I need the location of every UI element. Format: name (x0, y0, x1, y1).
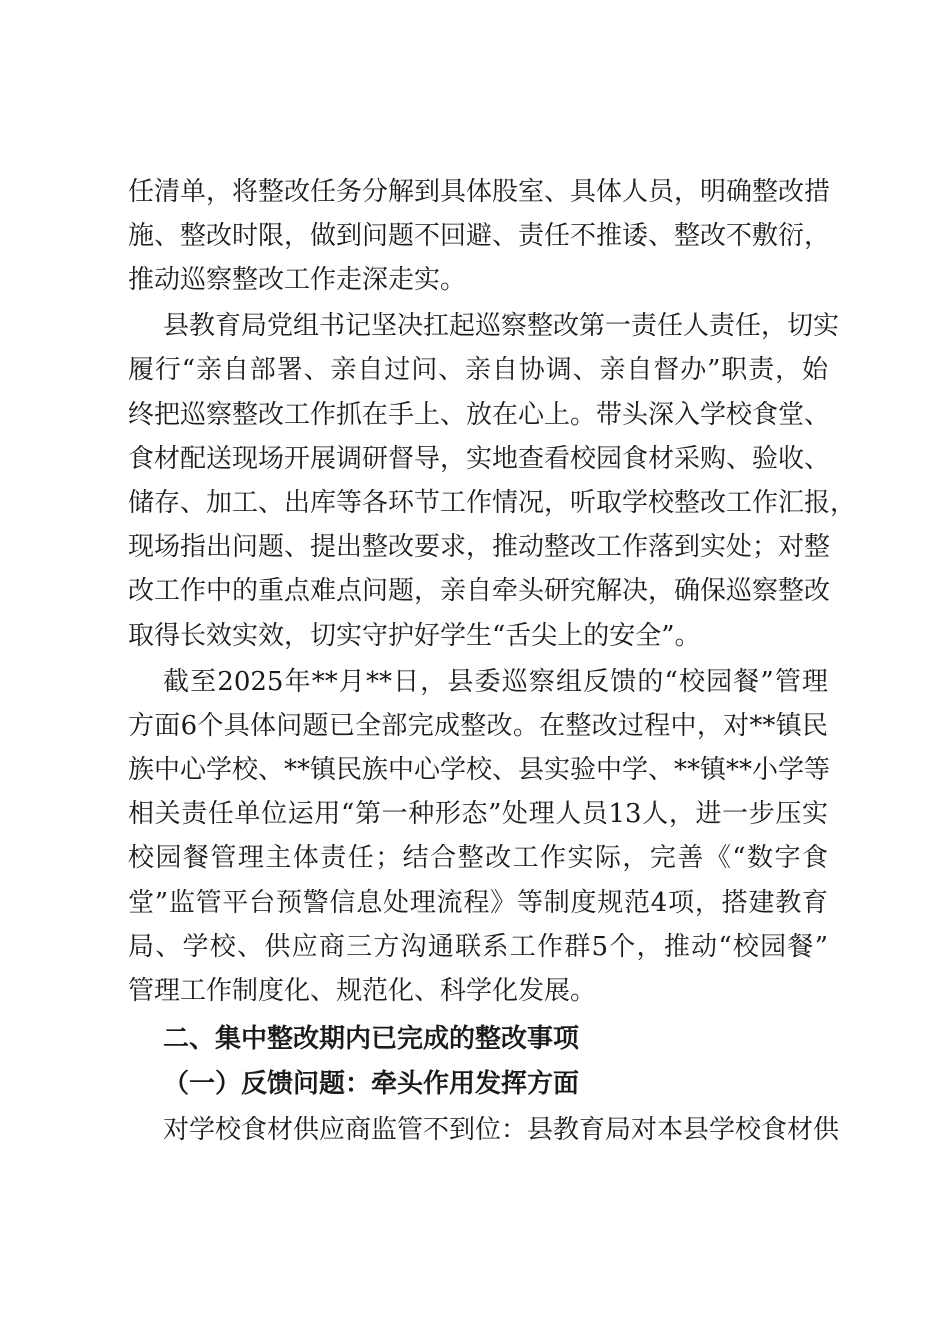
paragraph-3-line-7: 局、学校、供应商三方沟通联系工作群5个，推动“校园餐” (128, 932, 828, 962)
paragraph-3-line-5: 校园餐管理主体责任；结合整改工作实际，完善《“数字食 (128, 843, 828, 873)
paragraph-1-line-3: 推动巡察整改工作走深走实。 (128, 265, 467, 295)
section-heading: 二、集中整改期内已完成的整改事项 (163, 1024, 580, 1054)
paragraph-2-line-3: 终把巡察整改工作抓在手上、放在心上。带头深入学校食堂、 (128, 400, 831, 430)
paragraph-2-line-4: 食材配送现场开展调研督导，实地查看校园食材采购、验收、 (128, 444, 831, 474)
paragraph-3-line-1: 截至2025年**月**日，县委巡察组反馈的“校园餐”管理 (163, 667, 828, 697)
paragraph-2-line-7: 改工作中的重点难点问题，亲自牵头研究解决，确保巡察整改 (128, 576, 831, 606)
paragraph-4-line-1: 对学校食材供应商监管不到位：县教育局对本县学校食材供 (163, 1115, 840, 1145)
paragraph-1-line-1: 任清单，将整改任务分解到具体股室、具体人员，明确整改措 (128, 177, 831, 207)
paragraph-3-line-6: 堂”监管平台预警信息处理流程》等制度规范4项，搭建教育 (128, 888, 828, 918)
paragraph-2-line-2: 履行“亲自部署、亲自过问、亲自协调、亲自督办”职责，始 (128, 355, 828, 385)
paragraph-3-line-3: 族中心学校、**镇民族中心学校、县实验中学、**镇**小学等 (128, 755, 831, 785)
paragraph-2-line-8: 取得长效实效，切实守护好学生“舌尖上的安全”。 (128, 621, 701, 651)
paragraph-3-line-2: 方面6个具体问题已全部完成整改。在整改过程中，对**镇民 (128, 711, 828, 741)
paragraph-1-line-2: 施、整改时限，做到问题不回避、责任不推诿、整改不敷衍， (128, 221, 831, 251)
paragraph-2-line-1: 县教育局党组书记坚决扛起巡察整改第一责任人责任，切实 (163, 311, 840, 341)
paragraph-2-line-5: 储存、加工、出库等各环节工作情况，听取学校整改工作汇报， (128, 488, 857, 518)
paragraph-3-line-4: 相关责任单位运用“第一种形态”处理人员13人，进一步压实 (128, 799, 828, 829)
paragraph-3-line-8: 管理工作制度化、规范化、科学化发展。 (128, 976, 597, 1006)
sub-heading: （一）反馈问题：牵头作用发挥方面 (163, 1069, 580, 1099)
paragraph-2-line-6: 现场指出问题、提出整改要求，推动整改工作落到实处；对整 (128, 532, 831, 562)
